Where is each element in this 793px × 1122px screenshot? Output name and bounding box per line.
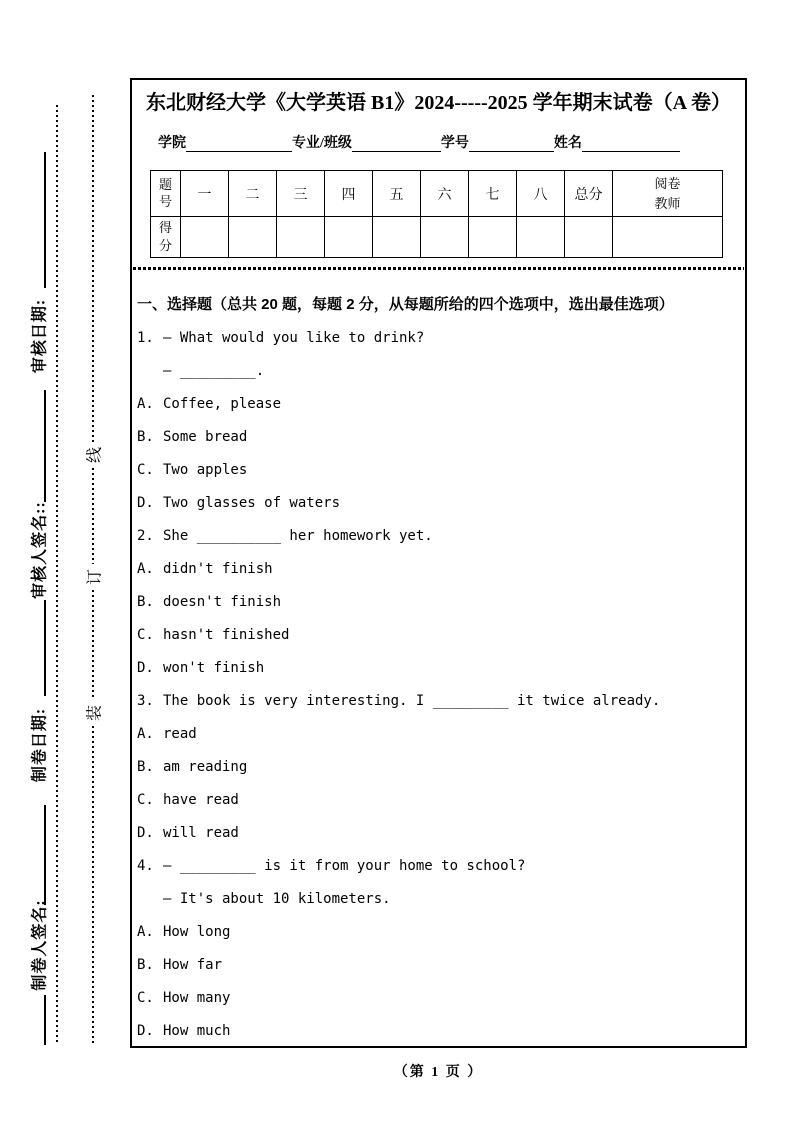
question-text: She __________ her homework yet. xyxy=(163,527,433,544)
question-line xyxy=(137,849,742,882)
option-line xyxy=(137,948,742,981)
paper-maker-signature-label: 制卷人签名: xyxy=(31,899,49,991)
option-text: have read xyxy=(163,791,239,808)
option-text: How many xyxy=(163,989,231,1006)
question-number: 2. xyxy=(137,527,154,544)
option-label: C. xyxy=(137,989,154,1006)
column-header: 三 xyxy=(277,171,325,217)
score-cell xyxy=(325,217,373,258)
option-text: Two glasses of waters xyxy=(163,494,341,511)
option-line xyxy=(137,981,742,1014)
option-label: B. xyxy=(137,956,154,973)
score-table xyxy=(150,170,723,258)
column-header: 四 xyxy=(325,171,373,217)
score-cell xyxy=(373,217,421,258)
spine-char-staple: 订 xyxy=(86,568,104,586)
option-text: How far xyxy=(163,956,223,973)
column-header: 八 xyxy=(517,171,565,217)
option-text: Some bread xyxy=(163,428,248,445)
score-cell xyxy=(565,217,613,258)
student-info-row xyxy=(158,130,680,152)
question-line xyxy=(137,684,742,717)
option-line xyxy=(137,915,742,948)
question-line xyxy=(137,354,742,387)
option-text: will read xyxy=(163,824,239,841)
option-text: Coffee, please xyxy=(163,395,282,412)
question-text: — _________. xyxy=(163,362,265,379)
binding-dotted-line xyxy=(92,95,94,442)
grader-score-cell xyxy=(613,217,723,258)
student-id-blank xyxy=(469,133,554,152)
question-line xyxy=(137,321,742,354)
score-cell xyxy=(181,217,229,258)
paper-making-date-label: 制卷日期: xyxy=(31,707,49,783)
signature-underline xyxy=(44,390,46,502)
question-number: 4. xyxy=(137,857,154,874)
option-label: C. xyxy=(137,626,154,643)
college-blank xyxy=(186,133,292,152)
name-label: 姓名 xyxy=(553,136,582,151)
option-text: read xyxy=(163,725,197,742)
option-label: B. xyxy=(137,428,154,445)
option-label: A. xyxy=(137,560,154,577)
score-cell xyxy=(469,217,517,258)
option-line xyxy=(137,717,742,750)
option-label: A. xyxy=(137,725,154,742)
option-label: D. xyxy=(137,1022,154,1039)
name-blank xyxy=(582,133,680,152)
question-section xyxy=(137,286,742,1047)
score-cell xyxy=(517,217,565,258)
question-number: 3. xyxy=(137,692,154,709)
signature-underline xyxy=(44,152,46,288)
option-line xyxy=(137,618,742,651)
question-text: — _________ is it from your home to school? xyxy=(163,857,526,874)
option-line xyxy=(137,387,742,420)
binding-dotted-line xyxy=(92,468,94,564)
spine-char-line: 线 xyxy=(86,446,104,464)
student-id-label: 学号 xyxy=(440,136,469,151)
option-label: B. xyxy=(137,593,154,610)
option-line xyxy=(137,486,742,519)
score-row-header-cell: 得分 xyxy=(151,217,181,258)
option-line xyxy=(137,420,742,453)
option-label: A. xyxy=(137,923,154,940)
binding-dotted-line xyxy=(92,590,94,700)
option-label: C. xyxy=(137,461,154,478)
option-label: B. xyxy=(137,758,154,775)
signature-underline xyxy=(44,995,46,1045)
binding-dotted-line xyxy=(92,726,94,1043)
option-text: How much xyxy=(163,1022,231,1039)
question-text: The book is very interesting. I _________ it twice already. xyxy=(163,692,661,709)
reviewer-signature-label: 审核人签名:: xyxy=(31,501,49,599)
option-line xyxy=(137,651,742,684)
option-line xyxy=(137,816,742,849)
question-text: — It's about 10 kilometers. xyxy=(163,890,391,907)
option-text: am reading xyxy=(163,758,248,775)
college-label: 学院 xyxy=(158,136,186,151)
column-header: 二 xyxy=(229,171,277,217)
option-line xyxy=(137,750,742,783)
score-cell xyxy=(229,217,277,258)
option-label: C. xyxy=(137,791,154,808)
review-date-label: 审核日期: xyxy=(31,298,49,374)
option-text: Two apples xyxy=(163,461,248,478)
option-text: How long xyxy=(163,923,231,940)
column-header: 六 xyxy=(421,171,469,217)
option-line xyxy=(137,1014,742,1047)
section-one-heading: 一、选择题（总共 20 题，每题 2 分，从每题所给的四个选项中，选出最佳选项） xyxy=(137,296,674,313)
spine-char-bind: 装 xyxy=(86,704,104,722)
question-line xyxy=(137,882,742,915)
option-text: hasn't finished xyxy=(163,626,290,643)
option-text: didn't finish xyxy=(163,560,273,577)
option-label: D. xyxy=(137,659,154,676)
option-text: won't finish xyxy=(163,659,265,676)
option-line xyxy=(137,783,742,816)
column-header: 七 xyxy=(469,171,517,217)
option-line xyxy=(137,453,742,486)
option-label: D. xyxy=(137,494,154,511)
question-text: — What would you like to drink? xyxy=(163,329,425,346)
score-cell xyxy=(421,217,469,258)
major-class-label: 专业/班级 xyxy=(292,136,352,151)
dotted-separator xyxy=(133,267,744,270)
page-number: （第 1 页 ） xyxy=(393,1065,484,1080)
signature-underline xyxy=(44,805,46,905)
column-header: 一 xyxy=(181,171,229,217)
signature-underline xyxy=(44,600,46,696)
binding-dotted-line xyxy=(56,105,58,1043)
exam-title: 东北财经大学《大学英语 B1》2024-----2025 学年期末试卷（A 卷） xyxy=(146,92,731,114)
option-label: D. xyxy=(137,824,154,841)
corner-header-cell: 题号 xyxy=(151,171,181,217)
column-header: 五 xyxy=(373,171,421,217)
column-header: 总分 xyxy=(565,171,613,217)
option-line xyxy=(137,552,742,585)
option-text: doesn't finish xyxy=(163,593,282,610)
grader-header-cell: 阅卷教师 xyxy=(613,171,723,217)
score-cell xyxy=(277,217,325,258)
question-line xyxy=(137,519,742,552)
question-number: 1. xyxy=(137,329,154,346)
exam-frame xyxy=(130,78,747,1048)
option-label: A. xyxy=(137,395,154,412)
major-class-blank xyxy=(352,133,441,152)
option-line xyxy=(137,585,742,618)
